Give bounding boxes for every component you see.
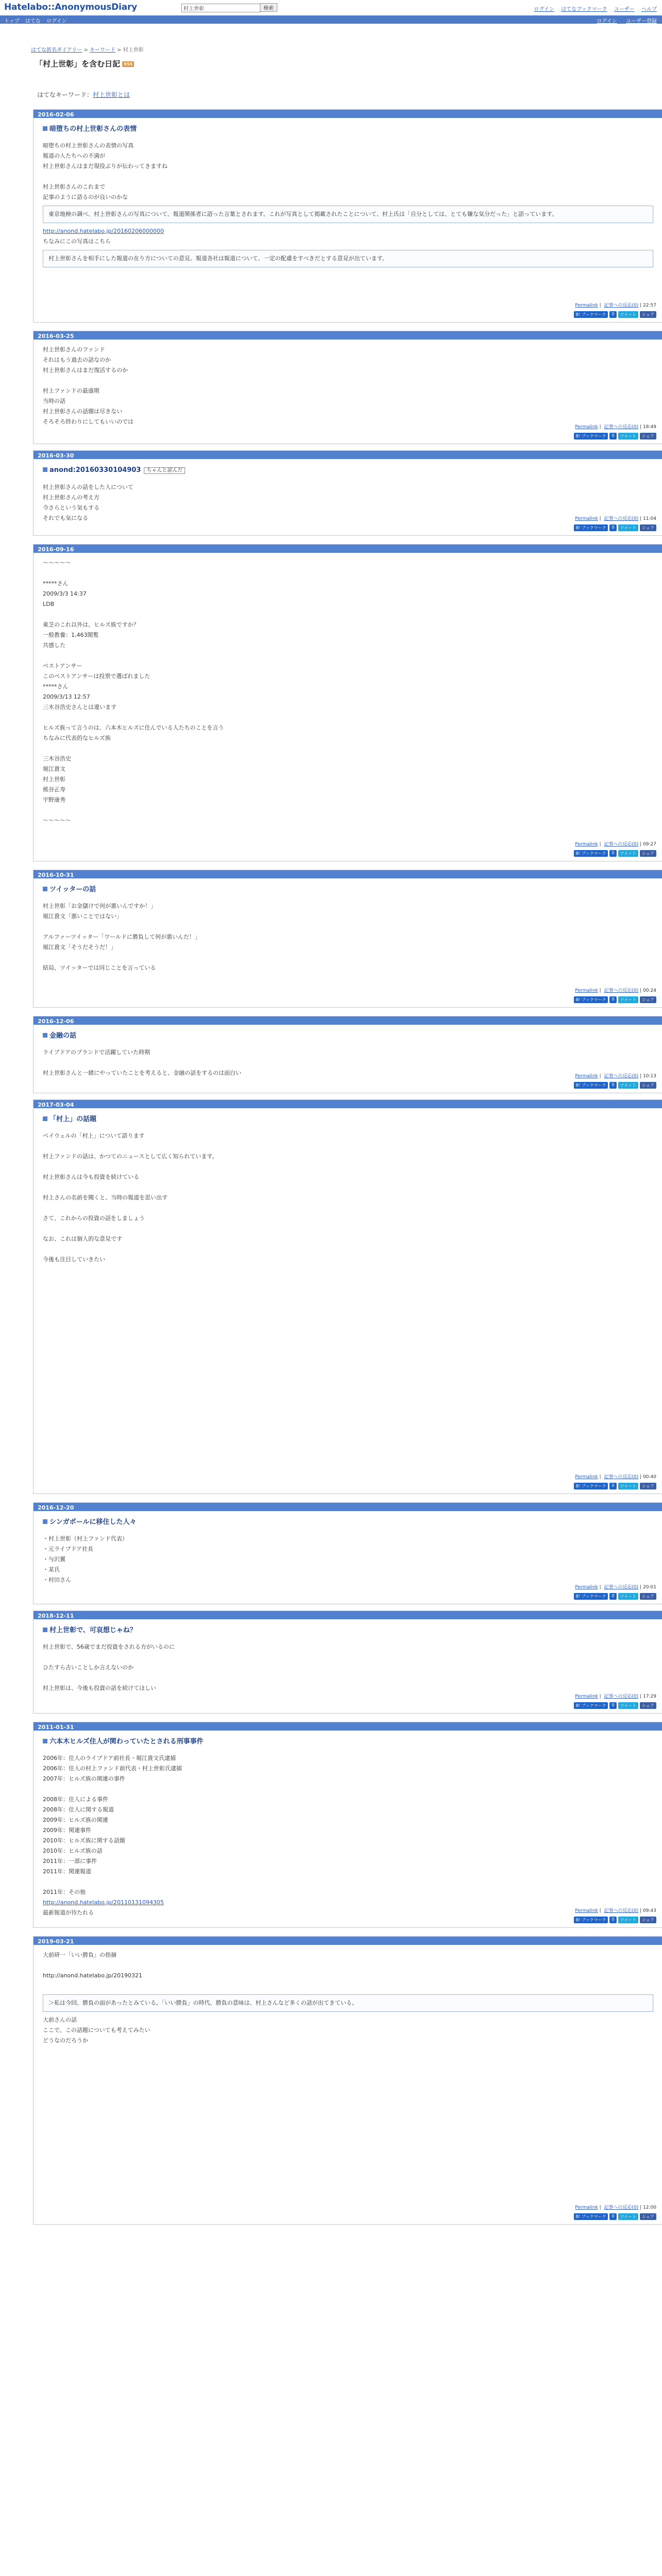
entry-line: 共感した xyxy=(43,642,65,649)
entry-footer: Permalink | 記事への反応(0) | 20:01 B! ブックマーク 0 ツイート シェア xyxy=(572,1583,656,1600)
entry-line: ・与沢翼 xyxy=(43,1556,65,1563)
permalink-link[interactable]: Permalink xyxy=(575,1074,598,1079)
entry-line: 堀江貴文「そうだそうだ！」 xyxy=(43,944,117,951)
entry-title[interactable] xyxy=(43,1031,653,1041)
entry-body xyxy=(34,118,662,276)
entry-line: ここで、この話題についても考えてみたい xyxy=(43,2027,151,2033)
entry-line: 2010年：ヒルズ族の話 xyxy=(43,1848,103,1854)
entry-line: 今後も注目していきたい xyxy=(43,1256,105,1263)
entry-line: このベストアンサーは投票で選ばれました xyxy=(43,673,151,680)
entry-body xyxy=(34,459,662,529)
comments-link[interactable]: 記事への反応(0) xyxy=(604,2205,639,2210)
share-button[interactable]: シェア xyxy=(640,996,656,1003)
permalink-link[interactable]: Permalink xyxy=(575,842,598,847)
entry-line: 2011年：一部に事件 xyxy=(43,1858,97,1865)
bookmark-count[interactable]: 0 xyxy=(609,1593,616,1600)
share-button[interactable]: シェア xyxy=(640,1593,656,1600)
entry-line: ・某氏 xyxy=(43,1566,60,1573)
search-input[interactable] xyxy=(181,4,261,12)
breadcrumb xyxy=(31,45,144,53)
entry-line: 東芝のこれ以外は、ヒルズ族ですか？ xyxy=(43,621,139,628)
entry-square-icon xyxy=(43,126,47,131)
diary-entry xyxy=(33,109,662,323)
bookmark-button[interactable]: B! ブックマーク xyxy=(574,311,608,318)
entry-line: 村上世彰さんのファンド xyxy=(43,346,105,353)
breadcrumb-root[interactable]: はてな匿名ダイアリー xyxy=(31,47,82,53)
entry-title-text[interactable]: 村上世彰で、可哀想じゃね？ xyxy=(49,1626,137,1634)
entry-footer: Permalink | 記事への反応(0) | 12:00 B! ブックマーク 0 ツイート シェア xyxy=(572,2204,656,2220)
bookmark-count[interactable]: 0 xyxy=(609,996,616,1003)
entry-line: ベストアンサー xyxy=(43,663,82,669)
entry-line: ライブドアのブランドで活躍していた時期 xyxy=(43,1049,151,1056)
diary-entry xyxy=(33,450,662,536)
entry-line: LDB xyxy=(43,601,55,607)
blank-line xyxy=(43,953,653,963)
entry-time: 00:40 xyxy=(643,1475,656,1480)
entry-link[interactable]: http://anond.hatelabo.jp/20160206000000 xyxy=(43,228,164,234)
share-button[interactable]: シェア xyxy=(640,850,656,857)
entry-date[interactable]: 2018-12-11 xyxy=(34,1611,662,1619)
comments-link[interactable]: 記事への反応(0) xyxy=(604,1074,639,1079)
top-links xyxy=(529,5,657,12)
entry-line: 堀江貴文 xyxy=(43,766,65,772)
permalink-link[interactable]: Permalink xyxy=(575,303,598,308)
entry-title[interactable] xyxy=(43,465,653,476)
blank-line xyxy=(43,1203,653,1213)
permalink-link[interactable]: Permalink xyxy=(575,2205,598,2210)
blank-line xyxy=(43,1182,653,1193)
blank-line xyxy=(43,713,653,723)
entry-line: 2009年：関連事件 xyxy=(43,1827,91,1834)
entry-line: それはもう過去の話なのか xyxy=(43,357,111,363)
entry-footer: Permalink | 記事への反応(0) | 00:40 B! ブックマーク 0 ツイート シェア xyxy=(572,1473,656,1489)
entry-date[interactable]: 2016-10-31 xyxy=(34,870,662,878)
entry-time: 11:04 xyxy=(643,516,656,521)
entry-body xyxy=(34,878,662,978)
entry-title[interactable] xyxy=(43,1737,653,1747)
entry-line: ・村田さん xyxy=(43,1577,71,1583)
bookmark-button[interactable]: B! ブックマーク xyxy=(574,1483,608,1489)
entry-line: 結局、ツイッターでは同じことを言っている xyxy=(43,964,156,971)
blank-line xyxy=(43,376,653,386)
entry-footer: Permalink | 記事への反応(0) | 09:43 B! ブックマーク 0 ツイート シェア xyxy=(572,1907,656,1923)
diary-entry xyxy=(33,1936,662,2225)
keyword-description xyxy=(37,90,130,99)
entry-line: 村上世彰さんはまだ復活するのか xyxy=(43,367,128,374)
entry-line: 村上世彰 xyxy=(43,776,65,783)
entry-line: 大前研一「いい勝負」の指摘 xyxy=(43,1952,117,1958)
entry-line: 堀江貴文「悪いことではない」 xyxy=(43,913,122,920)
entry-line: 村上ファンドの話は、かつてのニュースとして広く知られています。 xyxy=(43,1153,218,1160)
diary-entry xyxy=(33,1722,662,1928)
share-button[interactable]: シェア xyxy=(640,1917,656,1923)
entry-time: 12:00 xyxy=(643,2205,656,2210)
permalink-link[interactable]: Permalink xyxy=(575,1908,598,1913)
tweet-button[interactable]: ツイート xyxy=(618,433,639,439)
entry-line: どうなのだろうか xyxy=(43,2037,88,2044)
entry-line: 村上世彰さんの話をした人について xyxy=(43,484,134,490)
diary-entry xyxy=(33,1502,662,1604)
comments-link[interactable]: 記事への反応(0) xyxy=(604,1475,639,1480)
entry-square-icon xyxy=(43,1519,47,1524)
entry-time: 09:43 xyxy=(643,1908,656,1913)
entry-line: ・村上世彰（村上ファンド代表） xyxy=(43,1535,128,1542)
entry-line: 村上さんの名前を聞くと、当時の報道を思い出す xyxy=(43,1194,168,1201)
entry-title[interactable] xyxy=(43,1114,653,1125)
share-button[interactable]: シェア xyxy=(640,311,656,318)
entry-line: 2009/3/3 14:37 xyxy=(43,590,87,597)
entry-line: 暗堕ちの村上世彰さんの表情の写真 xyxy=(43,142,134,149)
tweet-button[interactable]: ツイート xyxy=(618,850,639,857)
entry-footer: Permalink | 記事への反応(0) | 18:49 B! ブックマーク 0 ツイート シェア xyxy=(572,423,656,439)
entry-title-text[interactable]: anond:20160330104903 xyxy=(49,466,141,474)
entry-quote: ＞私は今回、勝負の面があったとみている。「いい勝負」の時代、勝負の意味は、村上さんなど多くの話が出てきている。 xyxy=(43,1994,653,2012)
entry-body xyxy=(34,340,662,432)
entry-time: 00:24 xyxy=(643,988,656,993)
comments-link[interactable]: 記事への反応(0) xyxy=(604,303,639,308)
entry-body xyxy=(34,1025,662,1083)
entry-square-icon xyxy=(43,1739,47,1743)
entry-line: 2006年：住人の村上ファンド前代表・村上世彰氏逮捕 xyxy=(43,1765,182,1772)
entry-line: 当時の話 xyxy=(43,398,65,404)
entry-date[interactable]: 2017-03-04 xyxy=(34,1100,662,1108)
tweet-button[interactable]: ツイート xyxy=(618,524,639,531)
permalink-link[interactable]: Permalink xyxy=(575,1585,598,1590)
top-link-help[interactable]: ヘルプ xyxy=(641,7,657,12)
tweet-button[interactable]: ツイート xyxy=(618,1082,639,1089)
bookmark-count[interactable]: 0 xyxy=(609,1917,616,1923)
diary-entry xyxy=(33,1099,662,1494)
bookmark-button[interactable]: B! ブックマーク xyxy=(574,524,608,531)
diary-entry xyxy=(33,870,662,1008)
entry-line: 2007年：ヒルズ族の関連の事件 xyxy=(43,1775,125,1782)
share-button[interactable]: シェア xyxy=(640,2213,656,2220)
entry-line: 三木谷浩史 xyxy=(43,755,71,762)
top-link-login[interactable]: ログイン xyxy=(534,7,555,12)
entry-line: 一般教養：1,463閲覧 xyxy=(43,632,99,638)
entry-link-line xyxy=(43,226,653,236)
entry-line: 2008年：住人に関する報道 xyxy=(43,1806,114,1813)
entry-line: *****さん xyxy=(43,580,69,587)
entry-line: 〜〜〜〜〜 xyxy=(43,560,71,566)
blank-line xyxy=(43,1960,653,1971)
entry-line: 熊谷正寿 xyxy=(43,786,65,793)
blank-line xyxy=(43,1673,653,1683)
breadcrumb-sep: > xyxy=(82,47,90,53)
entry-quote: 村上世彰さんを相手にした報道の在り方についての意見。報道各社は報道について、一定の配慮をすべきだとする意見が出ています。 xyxy=(43,250,653,267)
bookmark-count[interactable]: 0 xyxy=(609,2213,616,2220)
diary-entry xyxy=(33,1016,662,1093)
entry-line: 最新報道が待たれる xyxy=(43,1909,94,1916)
nav-item-login[interactable]: ログイン xyxy=(46,19,67,24)
entry-line: 村上世彰さんの考え方 xyxy=(43,494,100,501)
entry-footer: Permalink | 記事への反応(0) | 17:29 B! ブックマーク 0 ツイート シェア xyxy=(572,1692,656,1709)
entry-quote: 東京地検の調べ、村上世彰さんの写真について、報道関係者に語った言葉とされます。これが写真として掲載されたことについて、村上氏は「自分としては、とても嫌な気分だった」と語っています。 xyxy=(43,206,653,223)
entry-title-text[interactable]: ツイッターの話 xyxy=(49,886,96,893)
entry-body xyxy=(34,1619,662,1699)
entry-title-text[interactable]: 六本木ヒルズ住人が関わっていたとされる刑事事件 xyxy=(49,1738,204,1745)
entry-square-icon xyxy=(43,887,47,891)
blank-line xyxy=(43,1652,653,1663)
entry-body xyxy=(34,553,662,831)
blank-line xyxy=(43,743,653,754)
entry-footer: Permalink | 記事への反応(0) | 11:04 B! ブックマーク 0 ツイート シェア xyxy=(572,515,656,531)
blank-line xyxy=(43,1877,653,1887)
entry-line: さて、これからの投資の話をしましょう xyxy=(43,1215,145,1222)
entry-date[interactable]: 2016-03-25 xyxy=(34,331,662,340)
breadcrumb-current: 村上世彰 xyxy=(123,47,144,53)
entry-line: 大前さんの話 xyxy=(43,2016,77,2023)
bookmark-button[interactable]: B! ブックマーク xyxy=(574,1593,608,1600)
entry-tag[interactable]: ちゃんと読んだ xyxy=(144,467,185,474)
entry-line: そろそろ終わりにしてもいいのでは xyxy=(43,418,134,425)
entry-square-icon xyxy=(43,1033,47,1038)
bookmark-button[interactable]: B! ブックマーク xyxy=(574,850,608,857)
nav-item-top[interactable]: トップ xyxy=(4,19,20,24)
entry-date[interactable]: 2016-09-16 xyxy=(34,545,662,553)
entry-title[interactable] xyxy=(43,124,653,134)
keyword-link[interactable]: 村上世彰とは xyxy=(93,91,130,98)
entry-body xyxy=(34,1731,662,1923)
bookmark-count[interactable]: 0 xyxy=(609,1483,616,1489)
page-title xyxy=(35,58,134,69)
nav-bar xyxy=(0,15,662,24)
comments-link[interactable]: 記事への反応(0) xyxy=(604,1908,639,1913)
entry-line: なお、これは個人的な意見です xyxy=(43,1235,122,1242)
entry-time: 10:13 xyxy=(643,1074,656,1079)
entry-title-text[interactable]: 金融の話 xyxy=(49,1032,77,1040)
top-header xyxy=(0,0,662,15)
bookmark-count[interactable]: 0 xyxy=(609,524,616,531)
entry-title[interactable] xyxy=(43,1517,653,1528)
permalink-link[interactable]: Permalink xyxy=(575,1475,598,1480)
entry-line: 2008年：住人による事件 xyxy=(43,1796,108,1803)
entry-square-icon xyxy=(43,467,47,472)
entry-square-icon xyxy=(43,1628,47,1632)
entry-line: 2011年：関連報道 xyxy=(43,1868,91,1875)
comments-link[interactable]: 記事への反応(0) xyxy=(604,1694,639,1699)
entry-footer: Permalink | 記事への反応(0) | 22:57 B! ブックマーク 0 ツイート シェア xyxy=(572,301,656,318)
blank-line xyxy=(43,805,653,816)
entry-line: 2011年：その他 xyxy=(43,1889,86,1895)
entry-date[interactable]: 2016-02-06 xyxy=(34,110,662,118)
entry-date[interactable]: 2016-12-20 xyxy=(34,1503,662,1511)
comments-link[interactable]: 記事への反応(0) xyxy=(604,842,639,847)
search-button[interactable]: 検索 xyxy=(260,3,277,12)
entry-line: ペイウェルの「村上」について語ります xyxy=(43,1132,145,1139)
top-link-users[interactable]: ユーザー xyxy=(614,7,635,12)
blank-line xyxy=(43,172,653,182)
share-button[interactable]: シェア xyxy=(640,524,656,531)
tweet-button[interactable]: ツイート xyxy=(618,2213,639,2220)
nav-login-link[interactable]: ログイン xyxy=(597,19,617,24)
share-button[interactable]: シェア xyxy=(640,1082,656,1089)
tweet-button[interactable]: ツイート xyxy=(618,311,639,318)
share-button[interactable]: シェア xyxy=(640,1483,656,1489)
entry-line: それでも気になる xyxy=(43,515,88,521)
entry-line: 〜〜〜〜〜 xyxy=(43,817,71,824)
entry-title[interactable] xyxy=(43,885,653,895)
entry-line: ヒルズ族って言うのは、六本木ヒルズに住んでいる人たちのことを言う xyxy=(43,724,224,731)
bookmark-count[interactable]: 0 xyxy=(609,1082,616,1089)
entry-title[interactable] xyxy=(43,1625,653,1636)
top-link-bookmark[interactable]: はてなブックマーク xyxy=(561,7,607,12)
entry-line: 村上ファンドの最盛期 xyxy=(43,387,100,394)
entry-link-line xyxy=(43,1897,653,1908)
entry-body xyxy=(34,1511,662,1590)
comments-link[interactable]: 記事への反応(0) xyxy=(604,425,639,430)
bookmark-count[interactable]: 0 xyxy=(609,433,616,439)
entry-line: 村上世彰さんは今も投資を続けている xyxy=(43,1174,139,1180)
entry-footer: Permalink | 記事への反応(0) | 00:24 B! ブックマーク 0 ツイート シェア xyxy=(572,987,656,1003)
entry-time: 20:01 xyxy=(643,1585,656,1590)
permalink-link[interactable]: Permalink xyxy=(575,425,598,430)
blank-line xyxy=(43,609,653,620)
nav-signup-link[interactable]: ユーザー登録 xyxy=(626,19,657,24)
rss-icon[interactable]: RSS xyxy=(122,61,134,67)
entry-link[interactable]: http://anond.hatelabo.jp/20110131094305 xyxy=(43,1899,164,1906)
entry-time: 22:57 xyxy=(643,303,656,308)
entry-line: 2010年：ヒルズ族に関する話題 xyxy=(43,1837,125,1844)
bookmark-count[interactable]: 0 xyxy=(609,850,616,857)
tweet-button[interactable]: ツイート xyxy=(618,1702,639,1709)
bookmark-button[interactable]: B! ブックマーク xyxy=(574,1917,608,1923)
entry-square-icon xyxy=(43,1116,47,1121)
entry-line: ひたすら古いことしか言えないのか xyxy=(43,1664,134,1671)
permalink-link[interactable]: Permalink xyxy=(575,988,598,993)
page-title-text: 「村上世彰」を含む日記 xyxy=(35,59,121,69)
entry-line: 村上世彰は、今後も投資の話を続けてほしい xyxy=(43,1685,156,1691)
entry-line: 村上世彰さんはまだ現役ぶりが伝わってきますね xyxy=(43,163,168,170)
bookmark-button[interactable]: B! ブックマーク xyxy=(574,1082,608,1089)
bookmark-button[interactable]: B! ブックマーク xyxy=(574,996,608,1003)
tweet-button[interactable]: ツイート xyxy=(618,1917,639,1923)
tweet-button[interactable]: ツイート xyxy=(618,996,639,1003)
permalink-link[interactable]: Permalink xyxy=(575,1694,598,1699)
entry-line: ちなみにこの写真はこちら xyxy=(43,238,111,245)
entry-line: 村上世彰で、56歳でまだ投資をされる方がいるのに xyxy=(43,1643,175,1650)
entry-title-text[interactable]: 「村上」の話題 xyxy=(49,1115,97,1123)
entry-title-text[interactable]: 暗堕ちの村上世彰さんの表情 xyxy=(49,125,137,133)
permalink-link[interactable]: Permalink xyxy=(575,516,598,521)
entry-footer: Permalink | 記事への反応(0) | 09:27 B! ブックマーク 0 ツイート シェア xyxy=(572,840,656,857)
entry-line: 村上世彰さんと一緒にやっていたことを考えると、金融の話をするのは面白い xyxy=(43,1070,241,1076)
blank-line xyxy=(43,651,653,661)
entry-date[interactable]: 2019-03-21 xyxy=(34,1937,662,1945)
share-button[interactable]: シェア xyxy=(640,1702,656,1709)
entry-line: 三木谷浩史さんとは違います xyxy=(43,704,117,710)
entry-line: ・元ライブドア社長 xyxy=(43,1546,94,1552)
diary-entry xyxy=(33,331,662,444)
entry-line: 2009/3/13 12:57 xyxy=(43,693,90,700)
diary-entry xyxy=(33,1611,662,1714)
entry-line: 2009年：ヒルズ族の関連 xyxy=(43,1817,108,1823)
entry-line: http://anond.hatelabo.jp/20190321 xyxy=(43,1972,142,1979)
entry-line: 今さらという気もする xyxy=(43,504,100,511)
bookmark-button[interactable]: B! ブックマーク xyxy=(574,433,608,439)
entry-line: *****さん xyxy=(43,683,69,690)
blank-line xyxy=(43,1784,653,1794)
comments-link[interactable]: 記事への反応(0) xyxy=(604,988,639,993)
keyword-prefix: はてなキーワード： xyxy=(37,91,93,98)
comments-link[interactable]: 記事への反応(0) xyxy=(604,1585,639,1590)
entry-date[interactable]: 2011-01-31 xyxy=(34,1722,662,1731)
comments-link[interactable]: 記事への反応(0) xyxy=(604,516,639,521)
entry-time: 18:49 xyxy=(643,425,656,430)
diary-entry xyxy=(33,544,662,861)
entry-date[interactable]: 2016-12-06 xyxy=(34,1016,662,1025)
tweet-button[interactable]: ツイート xyxy=(618,1593,639,1600)
breadcrumb-keywords[interactable]: キーワード xyxy=(89,47,115,53)
entry-body xyxy=(34,1108,662,1270)
tweet-button[interactable]: ツイート xyxy=(618,1483,639,1489)
entry-line: アルファーツイッター「ワールドに勝負して何が悪いんだ！」 xyxy=(43,934,201,940)
blank-line xyxy=(43,922,653,932)
blank-line xyxy=(43,1162,653,1172)
blank-line xyxy=(43,1981,653,1991)
bookmark-button[interactable]: B! ブックマーク xyxy=(574,1702,608,1709)
breadcrumb-sep: > xyxy=(115,47,123,53)
bookmark-count[interactable]: 0 xyxy=(609,311,616,318)
entry-title-text[interactable]: シンガポールに移住した人々 xyxy=(49,1518,137,1526)
blank-line xyxy=(43,1141,653,1151)
bookmark-button[interactable]: B! ブックマーク xyxy=(574,2213,608,2220)
entry-time: 17:29 xyxy=(643,1694,656,1699)
blank-line xyxy=(43,1058,653,1068)
entry-time: 09:27 xyxy=(643,842,656,847)
blank-line xyxy=(43,1224,653,1234)
bookmark-count[interactable]: 0 xyxy=(609,1702,616,1709)
blank-line xyxy=(43,1244,653,1255)
entry-line: 村上世彰さんの話題は尽きない xyxy=(43,408,122,415)
entry-line: 宇野康秀 xyxy=(43,796,65,803)
share-button[interactable]: シェア xyxy=(640,433,656,439)
site-logo-text: Hatelabo::AnonymousDiary xyxy=(4,2,137,12)
entry-footer: Permalink | 記事への反応(0) | 10:13 B! ブックマーク 0 ツイート シェア xyxy=(572,1072,656,1089)
site-logo[interactable] xyxy=(4,2,137,12)
entry-line: 記事のように語るのが良いのかな xyxy=(43,194,128,200)
entry-line: ちなみに代表的なヒルズ族 xyxy=(43,735,111,741)
entry-line: 2006年：住人のライブドア前社長・堀江貴文氏逮捕 xyxy=(43,1755,176,1761)
entry-line: 村上世彰「お金儲けで何が悪いんですか！」 xyxy=(43,903,156,909)
entry-line: 報道の人たちへの不満が xyxy=(43,152,105,159)
entry-line: 村上世彰さんのこれまで xyxy=(43,183,105,190)
entry-date[interactable]: 2016-03-30 xyxy=(34,451,662,459)
entry-body xyxy=(34,1945,662,2051)
nav-item-hatena[interactable]: はてな xyxy=(25,19,41,24)
blank-line xyxy=(43,568,653,579)
